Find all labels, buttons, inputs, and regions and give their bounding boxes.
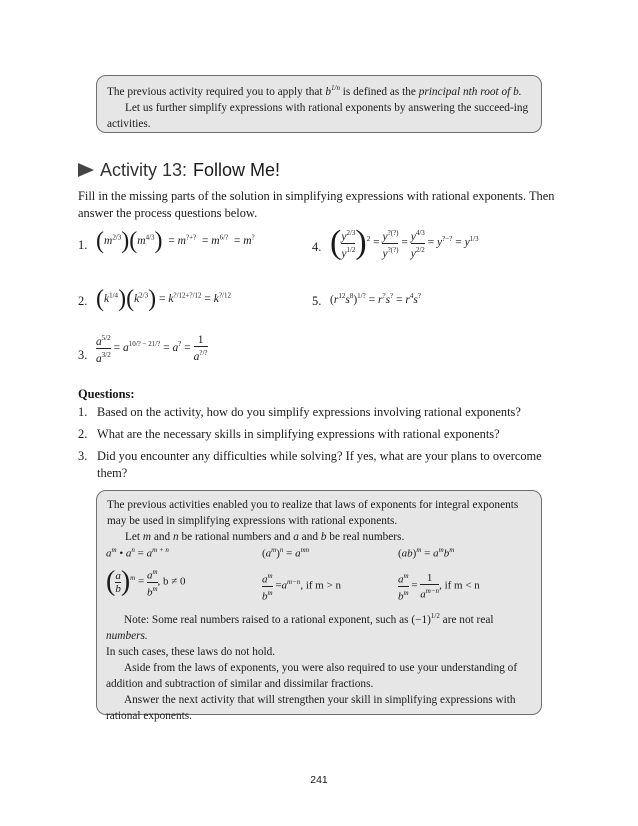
activity-title: Follow Me! <box>193 160 281 180</box>
laws-intro: The previous activities enabled you to realize that laws of exponents for integral exponents may be used in simplifying expressions with rational exponents. <box>107 499 519 527</box>
question-3: 3. Did you encounter any difficulties while solving? If yes, what are your plans to overcome them? <box>78 449 542 480</box>
law-quotient-2: $\frac{a^m}{b^m}$ = $\frac{1}{a^{m-n}}$ , if m < n <box>398 571 480 603</box>
problem-5: 5. $(r^{12}s^8)^{1/?} = r^?s^? = r^4s^?$ <box>312 292 421 308</box>
question-1: 1. Based on the activity, how do you simplify expressions involving rational exponents? <box>78 405 521 419</box>
activity-instructions: Fill in the missing parts of the solution in simplifying expressions with rational exponents. Then answer the process questions below. <box>78 189 555 220</box>
fractions-paragraph: Aside from the laws of exponents, you were also required to use your understanding of addition and subtraction of similar and dissimilar fractions. <box>106 661 518 690</box>
problem-2: 2. $(k^{1/4})(k^{2/3}) = k^{?/12+?/12} = k^{?/12}$ <box>78 286 231 312</box>
problem-1: 1. $(m^{2/3})(m^{4/3}) = m^{?+?} = m^{6/?} = m^?$ <box>78 228 255 254</box>
problem-2-expression: $(k^{1/4})(k^{2/3}) = k^{?/12+?/12} = k^{?/12}$ <box>96 286 231 312</box>
question-2: 2. What are the necessary skills in simplifying expressions with rational exponents? <box>78 427 500 441</box>
note-line: Note: Some real numbers raised to a rational exponent, such as $(-1)^{1/2}$ are not real numbers. <box>106 612 494 642</box>
activity-label: Activity 13: <box>100 160 188 180</box>
info-box-top <box>96 75 542 133</box>
page-number: 241 <box>310 774 328 786</box>
activity-heading <box>78 160 280 181</box>
law-quotient-1: $\frac{a^m}{b^m}$ $=a^{m-n}$, if m > n <box>262 572 342 603</box>
problem-4: 4. ( $\frac{y^{2/3}}{y^{1/2}}$ )$^2$ = $\frac{y^{?(?)}}{y^{?(?)}}$ = $\frac{y^{4/3}}{y^{2/2}}$ = $y^{?-?} = y^{1/3}$ <box>312 224 479 261</box>
law-product-power: $(ab)^m = a^mb^m$ <box>398 546 455 560</box>
problem-3: 3. $\frac{a^{5/2}}{a^{3/2}}$ = $a^{10/? - 21/?} = a^?$ = $\frac{1}{a^{?/?}}$ <box>78 333 208 365</box>
box1-line2: Let us further simplify expressions with rational exponents by answering the succeed-ing activities. <box>107 101 529 130</box>
problem-5-expression: $(r^{12}s^8)^{1/?} = r^?s^? = r^4s^?$ <box>330 292 421 306</box>
arrow-icon <box>78 163 94 177</box>
laws-definitions: Let m and n be rational numbers and a and b be real numbers. <box>125 531 405 543</box>
problem-4-expression: ( $\frac{y^{2/3}}{y^{1/2}}$ )$^2$ = $\frac{y^{?(?)}}{y^{?(?)}}$ = $\frac{y^{4/3}}{y^{2/2}}$ = $y^{?-?} = y^{1/3}$ <box>330 224 479 261</box>
law-quotient-power: ( $\frac{a}{b}$ )$^m$ = $\frac{a^m}{b^m}$ , b ≠ 0 <box>106 566 186 599</box>
laws-notes <box>106 608 534 724</box>
problem-1-expression: $(m^{2/3})(m^{4/3}) = m^{?+?} = m^{6/?} = m^?$ <box>96 228 255 254</box>
note-line-2: In such cases, these laws do not hold. <box>106 645 276 658</box>
questions-heading: Questions: <box>78 387 135 401</box>
next-activity-paragraph: Answer the next activity that will strengthen your skill in simplifying expressions with rational exponents. <box>106 693 516 722</box>
box1-line1: The previous activity required you to apply that $b^{1/n}$ is defined as the principal nth root of b. <box>107 84 522 98</box>
problem-3-expression: $\frac{a^{5/2}}{a^{3/2}}$ = $a^{10/? - 21/?} = a^?$ = $\frac{1}{a^{?/?}}$ <box>96 333 208 365</box>
law-power: $(a^m)^n = a^{mn}$ <box>262 546 310 560</box>
law-product: $a^m$ • $a^n = a^{m + n}$ <box>106 546 169 560</box>
